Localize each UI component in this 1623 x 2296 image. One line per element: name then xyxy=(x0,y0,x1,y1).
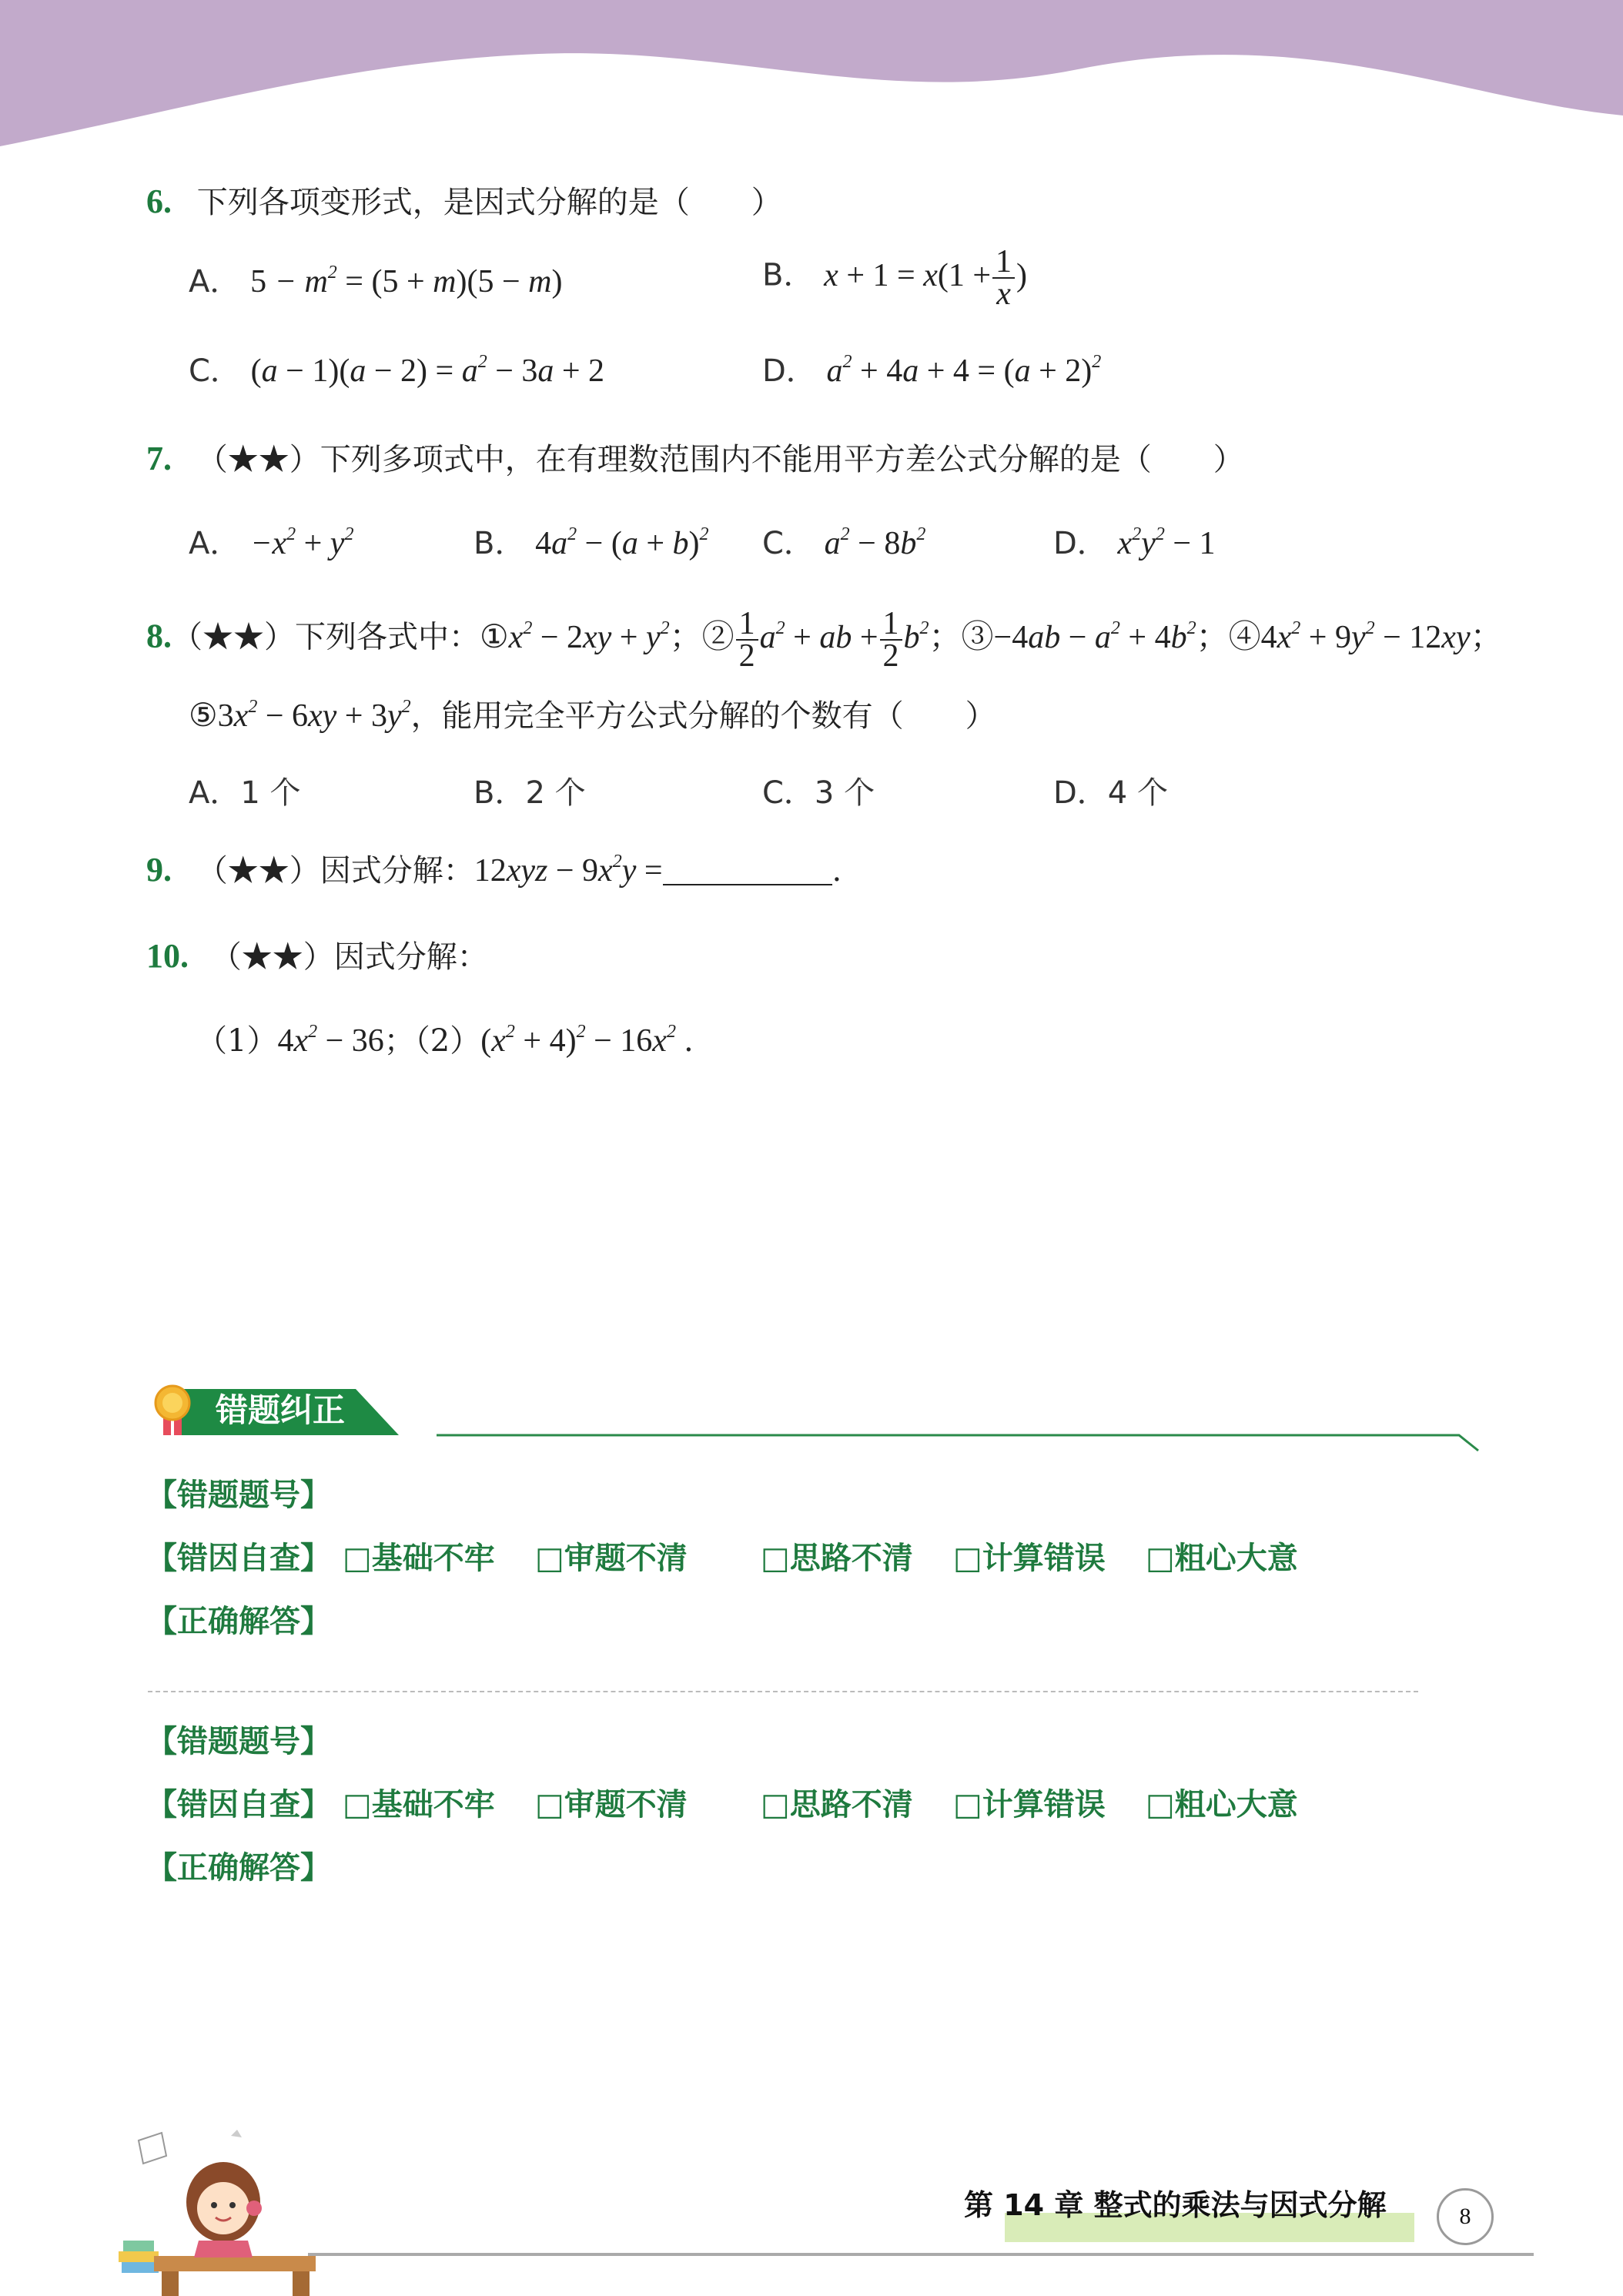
question-number: 10. xyxy=(146,937,189,975)
medal-icon xyxy=(154,1383,194,1438)
question-10 xyxy=(146,933,488,980)
option-a: A．1 个 xyxy=(189,775,301,811)
correction-heading xyxy=(154,1384,400,1438)
question-stem: （★★）因式分解： xyxy=(210,939,488,975)
header-wave xyxy=(0,0,1623,162)
question-number: 9. xyxy=(146,851,172,889)
student-illustration xyxy=(108,2125,331,2296)
option-label: D． xyxy=(762,353,817,389)
option-math: $a^2 - 8b^2$ xyxy=(824,524,926,561)
heading-rule xyxy=(435,1423,1482,1454)
chapter-title: 第 14 章 整式的乘法与因式分解 xyxy=(964,2188,1387,2222)
reason-checkbox[interactable]: □思路不清 xyxy=(761,1541,913,1576)
option-b xyxy=(762,246,1027,310)
heading-text: 错题纠正 xyxy=(216,1391,346,1429)
option-a xyxy=(189,259,563,305)
footer-rule xyxy=(308,2253,1534,2256)
question-10-parts xyxy=(196,1018,694,1064)
self-check-label: 【错因自查】 xyxy=(146,1541,331,1576)
option-b xyxy=(474,520,709,567)
reason-checkbox[interactable]: □审题不清 xyxy=(535,1541,688,1576)
option-math: $4a^2 - (a + b)^2$ xyxy=(535,524,709,561)
reason-checkbox[interactable]: □计算错误 xyxy=(953,1787,1106,1822)
period: . xyxy=(683,1023,694,1059)
question-6 xyxy=(146,179,782,226)
question-7 xyxy=(146,436,1244,483)
option-math: $(a - 1)(a - 2) = a^2 - 3a + 2$ xyxy=(250,352,605,389)
option-d xyxy=(1053,520,1216,567)
reason-checkbox[interactable]: □粗心大意 xyxy=(1146,1541,1298,1576)
part-label: ；（2） xyxy=(383,1023,481,1059)
option-c xyxy=(189,348,604,394)
expression: $12xyz - 9x^2y$ = xyxy=(474,852,663,889)
option-label: B． xyxy=(474,526,526,561)
option-c: C．3 个 xyxy=(762,775,875,811)
option-d xyxy=(762,348,1101,394)
option-math: $5 - m^2 = (5 + m)(5 - m)$ xyxy=(250,263,563,300)
expression: $⑤3x^2 - 6xy + 3y^2$ xyxy=(189,697,411,734)
question-number: 6. xyxy=(146,182,172,220)
option-d: D．4 个 xyxy=(1053,775,1168,811)
question-stem: （★★）下列多项式中，在有理数范围内不能用平方差公式分解的是（ ） xyxy=(196,442,1244,477)
block-divider xyxy=(148,1691,1418,1692)
option-label: A． xyxy=(189,526,241,561)
correct-answer-label: 【正确解答】 xyxy=(146,1604,331,1639)
self-check-label: 【错因自查】 xyxy=(146,1787,331,1822)
option-math: $a^2 + 4a + 4 = (a + 2)^2$ xyxy=(826,352,1102,389)
page-number-badge xyxy=(1437,2188,1494,2245)
question-number: 7. xyxy=(146,440,172,477)
option-math: $x^2y^2 - 1$ xyxy=(1117,524,1216,561)
question-number: 8. xyxy=(146,617,172,655)
question-9 xyxy=(146,847,842,894)
question-stem-suffix: ，能用完全平方公式分解的个数有（ ） xyxy=(410,698,996,734)
option-math: x + 1 = x(1 + $\frac{1}{x}$ ) xyxy=(824,244,1028,312)
option-label: B． xyxy=(762,257,815,293)
reason-checkbox[interactable]: □思路不清 xyxy=(761,1787,913,1822)
option-label: A． xyxy=(189,264,241,300)
correct-answer-label: 【正确解答】 xyxy=(146,1850,331,1886)
option-label: C． xyxy=(762,526,815,561)
wrong-number-label: 【错题题号】 xyxy=(146,1478,331,1513)
question-stem: 下列各项变形式，是因式分解的是（ ） xyxy=(196,185,782,220)
option-c xyxy=(762,520,925,567)
expression: $(x^2 + 4)^2 - 16x^2$ xyxy=(480,1022,676,1059)
reason-checkbox[interactable]: □审题不清 xyxy=(535,1787,688,1822)
reason-checkbox[interactable]: □基础不牢 xyxy=(343,1541,495,1576)
reason-checkbox[interactable]: □基础不牢 xyxy=(343,1787,495,1822)
answer-blank[interactable] xyxy=(663,853,832,885)
option-b: B．2 个 xyxy=(474,775,586,811)
option-a xyxy=(189,520,353,567)
reason-checkbox[interactable]: □计算错误 xyxy=(953,1541,1106,1576)
expression-list: $①x^2 - 2xy + y^2$；② $\frac{1}{2}$ $a^2$ + ab + $\frac{1}{2}$ $b^2$；③−4ab − $a^2 + 4b^2$；$④4x^2 + 9y^2 - 12xy$； xyxy=(480,606,1503,674)
option-label: C． xyxy=(189,353,241,389)
expression: $4x^2 - 36$ xyxy=(277,1022,384,1059)
option-math: $-x^2 + y^2$ xyxy=(250,524,354,561)
part-label: （1） xyxy=(196,1023,278,1059)
page-number: 8 xyxy=(1459,2204,1471,2229)
question-8 xyxy=(146,606,1503,674)
question-stem: （★★）下列各式中： xyxy=(172,619,480,655)
option-label: D． xyxy=(1053,526,1108,561)
wrong-number-label: 【错题题号】 xyxy=(146,1724,331,1759)
question-8-line2 xyxy=(189,693,996,739)
period: . xyxy=(832,853,842,889)
question-stem: （★★）因式分解： xyxy=(196,853,474,889)
reason-checkbox[interactable]: □粗心大意 xyxy=(1146,1787,1298,1822)
